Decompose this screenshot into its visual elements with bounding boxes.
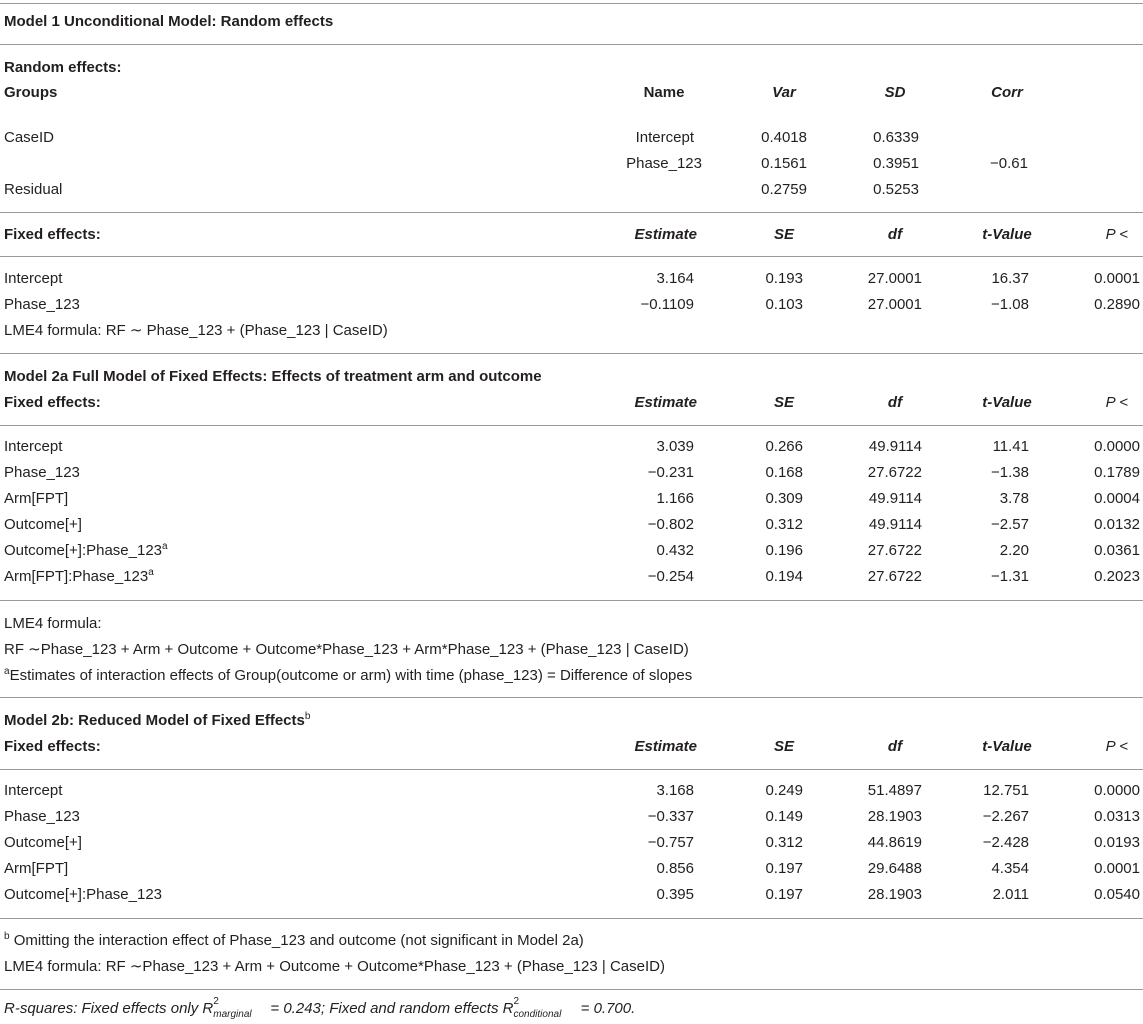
fixed-row-t: 2.011: [992, 886, 1029, 903]
footnote-b-marker: b: [304, 711, 311, 722]
fixed-row-estimate: 0.395: [656, 886, 694, 903]
fixed-row-se: 0.168: [765, 464, 803, 481]
fixed-row-p: 0.0001: [1094, 860, 1140, 877]
model2a-title: Model 2a Full Model of Fixed Effects: Effects of treatment arm and outcome: [4, 368, 542, 385]
fixed-row-p: 0.2890: [1094, 296, 1140, 313]
fixed-row-t: 16.37: [991, 270, 1029, 287]
random-row-var: 0.2759: [761, 181, 807, 198]
header-se: SE: [773, 226, 794, 243]
header-t-value: t-Value: [982, 738, 1032, 755]
fixed-row-df: 49.9114: [868, 490, 922, 507]
footnote-a-text: Estimates of interaction effects of Group(outcome or arm) with time (phase_123) = Difference of slopes: [9, 667, 693, 684]
footnote-b-text: Omitting the interaction effect of Phase_123 and outcome (not significant in Model 2a): [9, 932, 584, 949]
fixed-row-estimate: 3.168: [656, 782, 694, 799]
rule-after-fixed-header-2b: [0, 769, 1143, 770]
fixed-row-df: 49.9114: [868, 438, 922, 455]
r-squares-prefix: R-squares: Fixed effects only R: [4, 1000, 214, 1017]
header-se: SE: [773, 738, 794, 755]
fixed-row-term: Intercept: [4, 782, 63, 799]
header-estimate: Estimate: [634, 226, 697, 243]
fixed-row-term: Arm[FPT]:Phase_123: [4, 568, 149, 585]
fixed-row-term: Phase_123: [4, 464, 80, 481]
model2b-formula: LME4 formula: RF ∼Phase_123 + Arm + Outcome + Outcome*Phase_123 + (Phase_123 | CaseID): [4, 958, 665, 975]
fixed-row-df: 27.0001: [867, 270, 922, 287]
fixed-row-term: Outcome[+]: [4, 516, 82, 533]
fixed-row-se: 0.249: [765, 782, 803, 799]
fixed-row-se: 0.266: [765, 438, 803, 455]
header-t-value: t-Value: [982, 226, 1032, 243]
rule-after-fixed-header-1: [0, 256, 1143, 257]
r-squares-sub-marginal: marginal: [213, 1009, 252, 1020]
fixed-row-t: −1.31: [991, 568, 1029, 585]
fixed-row-p: 0.0361: [1094, 542, 1140, 559]
fixed-row-p: 0.0000: [1094, 438, 1140, 455]
fixed-row-df: 28.1903: [867, 808, 922, 825]
fixed-row-se: 0.149: [765, 808, 803, 825]
fixed-row-t: −1.38: [991, 464, 1029, 481]
fixed-row-p: 0.0540: [1094, 886, 1140, 903]
fixed-row-p: 0.2023: [1094, 568, 1140, 585]
header-p: P <: [1105, 226, 1128, 243]
header-sd: SD: [884, 84, 906, 101]
fixed-row-df: 49.9114: [868, 516, 922, 533]
model1-formula: LME4 formula: RF ∼ Phase_123 + (Phase_123 | CaseID): [4, 322, 388, 339]
model2a-formula: RF ∼Phase_123 + Arm + Outcome + Outcome*Phase_123 + Arm*Phase_123 + (Phase_123 | CaseID): [4, 641, 689, 658]
random-effects-label: Random effects:: [4, 59, 122, 76]
fixed-row-estimate: −0.757: [647, 834, 694, 851]
random-row-var: 0.4018: [761, 129, 807, 146]
fixed-row-se: 0.197: [765, 886, 803, 903]
header-name: Name: [643, 84, 685, 101]
rule-after-model1: [0, 353, 1143, 354]
fixed-row-t: 3.78: [999, 490, 1029, 507]
fixed-row-se: 0.197: [765, 860, 803, 877]
random-row-name: Phase_123: [626, 155, 702, 172]
header-estimate: Estimate: [634, 738, 697, 755]
fixed-row-se: 0.309: [765, 490, 803, 507]
fixed-row-p: 0.0132: [1094, 516, 1140, 533]
fixed-effects-label: Fixed effects:: [4, 226, 101, 243]
random-row-name: Intercept: [635, 129, 694, 146]
footnote-a-marker: a: [148, 567, 154, 578]
fixed-row-t: 11.41: [992, 438, 1029, 455]
fixed-row-df: 27.0001: [867, 296, 922, 313]
fixed-row-p: 0.0193: [1094, 834, 1140, 851]
rule-after-model2a-table: [0, 600, 1143, 601]
fixed-row-df: 27.6722: [867, 542, 922, 559]
random-row-corr: −0.61: [990, 155, 1028, 172]
header-var: Var: [772, 84, 796, 101]
header-se: SE: [773, 394, 794, 411]
fixed-row-p: 0.0313: [1094, 808, 1140, 825]
header-estimate: Estimate: [634, 394, 697, 411]
rule-after-random-effects: [0, 212, 1143, 213]
model2a-footnote: [4, 667, 692, 685]
fixed-row-t: 2.20: [999, 542, 1029, 559]
fixed-row-df: 28.1903: [867, 886, 922, 903]
fixed-row-term-cell: [4, 542, 168, 560]
fixed-row-df: 44.8619: [867, 834, 922, 851]
fixed-row-t: −2.267: [982, 808, 1029, 825]
fixed-row-term: Outcome[+]:Phase_123: [4, 542, 163, 559]
random-row-var: 0.1561: [761, 155, 807, 172]
header-corr: Corr: [991, 84, 1023, 101]
fixed-row-estimate: −0.254: [647, 568, 694, 585]
fixed-row-df: 51.4897: [867, 782, 922, 799]
fixed-row-estimate: 1.166: [656, 490, 694, 507]
random-row-sd: 0.5253: [873, 181, 919, 198]
fixed-row-term: Arm[FPT]: [4, 860, 69, 877]
r-squares-conditional-value: = 0.700.: [576, 1000, 636, 1017]
fixed-row-p: 0.0004: [1094, 490, 1140, 507]
header-df: df: [887, 226, 903, 243]
fixed-row-term: Arm[FPT]: [4, 490, 69, 507]
fixed-row-se: 0.196: [765, 542, 803, 559]
fixed-row-estimate: −0.1109: [640, 296, 694, 313]
fixed-row-se: 0.103: [765, 296, 803, 313]
random-row-sd: 0.3951: [873, 155, 919, 172]
model2b-title: [4, 712, 310, 730]
fixed-row-t: −2.57: [991, 516, 1029, 533]
random-row-group: CaseID: [4, 129, 55, 146]
header-p: P <: [1105, 738, 1128, 755]
fixed-row-se: 0.193: [765, 270, 803, 287]
fixed-row-t: 4.354: [991, 860, 1029, 877]
fixed-row-df: 27.6722: [867, 464, 922, 481]
fixed-row-p: 0.0000: [1094, 782, 1140, 799]
r-squares-marginal-value: = 0.243; Fixed and random effects R: [266, 1000, 514, 1017]
fixed-row-df: 29.6488: [867, 860, 922, 877]
model1-title: Model 1 Unconditional Model: Random effects: [4, 13, 334, 30]
random-row-group: Residual: [4, 181, 63, 198]
header-p: P <: [1105, 394, 1128, 411]
fixed-row-term: Outcome[+]:Phase_123: [4, 886, 163, 903]
fixed-effects-label: Fixed effects:: [4, 394, 101, 411]
fixed-row-estimate: 0.856: [656, 860, 694, 877]
rule-after-fixed-header-2a: [0, 425, 1143, 426]
header-df: df: [887, 738, 903, 755]
footnote-a-marker: a: [4, 666, 10, 677]
model2a-formula-label: LME4 formula:: [4, 615, 102, 632]
footnote-b-marker: b: [4, 931, 10, 942]
rule-top: [0, 3, 1143, 4]
footnote-a-marker: a: [162, 541, 168, 552]
fixed-row-term-cell: [4, 568, 154, 586]
random-row-sd: 0.6339: [873, 129, 919, 146]
fixed-row-se: 0.312: [765, 516, 803, 533]
fixed-row-df: 27.6722: [867, 568, 922, 585]
fixed-row-estimate: −0.231: [647, 464, 694, 481]
fixed-row-term: Phase_123: [4, 296, 80, 313]
fixed-row-term: Outcome[+]: [4, 834, 82, 851]
fixed-row-estimate: −0.337: [647, 808, 694, 825]
fixed-row-t: 12.751: [983, 782, 1029, 799]
rule-after-model2a: [0, 697, 1143, 698]
fixed-effects-label: Fixed effects:: [4, 738, 101, 755]
fixed-row-estimate: 0.432: [656, 542, 694, 559]
fixed-row-p: 0.0001: [1094, 270, 1140, 287]
fixed-row-estimate: 3.164: [656, 270, 694, 287]
fixed-row-se: 0.194: [765, 568, 803, 585]
header-df: df: [887, 394, 903, 411]
fixed-row-term: Phase_123: [4, 808, 80, 825]
fixed-row-estimate: −0.802: [647, 516, 694, 533]
r-squares-line: R-squares: Fixed effects only R 2 $_{marginal}$ = 0.243; Fixed and random effects R 2 $_{conditional}$ = 0.700.: [4, 996, 636, 1020]
r-squares-sub-conditional: conditional: [513, 1009, 562, 1020]
fixed-row-t: −1.08: [991, 296, 1029, 313]
fixed-row-t: −2.428: [982, 834, 1029, 851]
fixed-row-term: Intercept: [4, 270, 63, 287]
rule-after-model1-title: [0, 44, 1143, 45]
fixed-row-p: 0.1789: [1094, 464, 1140, 481]
model2b-title-text: Model 2b: Reduced Model of Fixed Effects: [4, 712, 305, 729]
rule-after-model2b: [0, 989, 1143, 990]
fixed-row-se: 0.312: [765, 834, 803, 851]
header-t-value: t-Value: [982, 394, 1032, 411]
fixed-row-term: Intercept: [4, 438, 63, 455]
fixed-row-estimate: 3.039: [656, 438, 694, 455]
model2b-footnote: [4, 932, 584, 950]
header-groups: Groups: [4, 84, 58, 101]
rule-after-model2b-table: [0, 918, 1143, 919]
